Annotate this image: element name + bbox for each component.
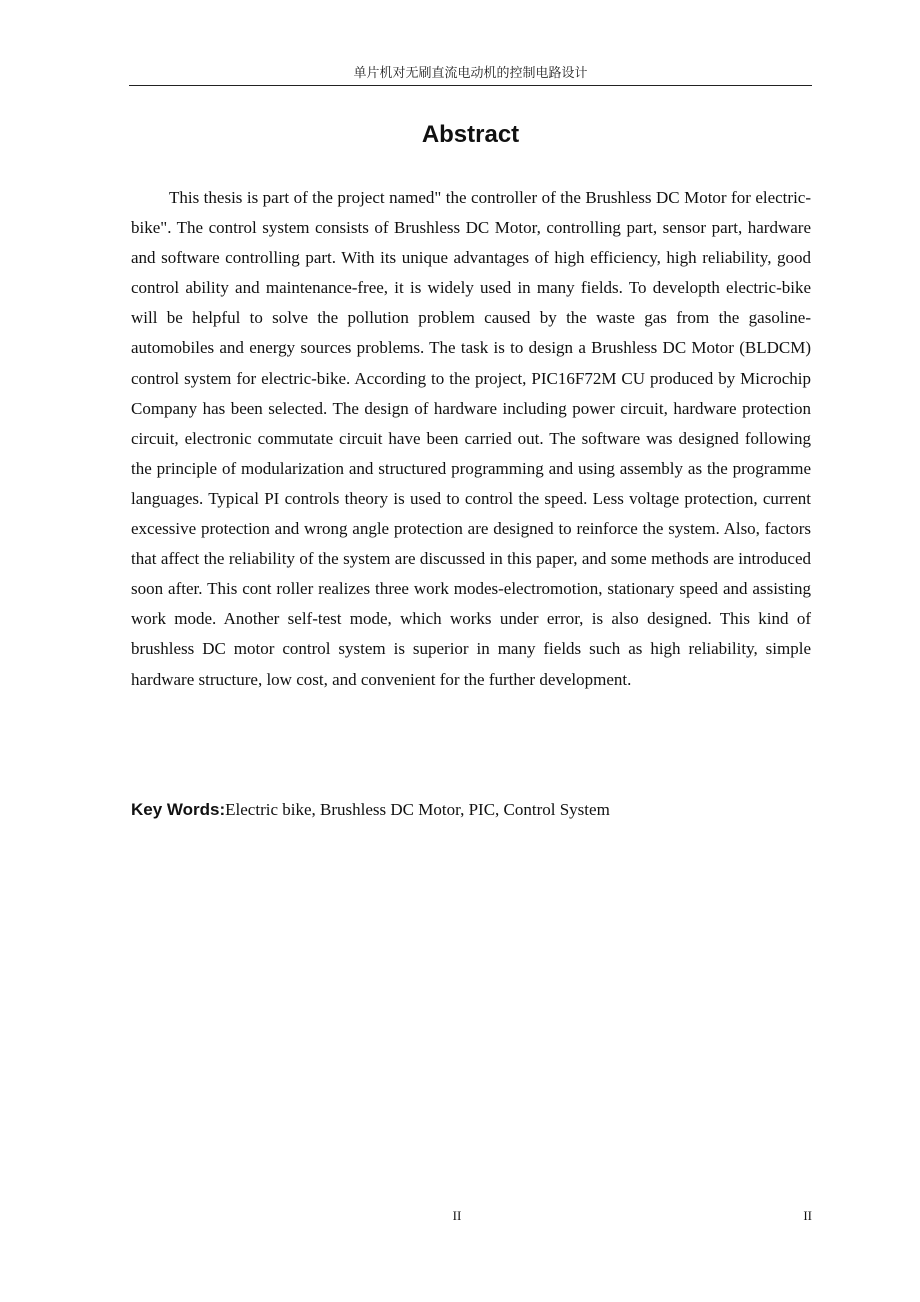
running-header: 单片机对无刷直流电动机的控制电路设计	[353, 66, 588, 81]
keywords-text: Electric bike, Brushless DC Motor, PIC, Control System	[225, 800, 610, 819]
page-number-right: II	[803, 1208, 812, 1223]
abstract-title: Abstract	[421, 121, 520, 148]
keywords-line	[131, 795, 811, 825]
abstract-body: This thesis is part of the project named" the controller of the Brushless DC Motor for electric-bike". The control system consists of Brushless DC Motor, controlling part, sensor part, hardware and software controlling part. With its unique advantages of high efficiency, high reliability, good control ability and maintenance-free, it is widely used in many fields. To developth electric-bike will be helpful to solve the pollution problem caused by the waste gas from the gasoline-automobiles and energy sources problems. The task is to design a Brushless DC Motor (BLDCM) control system for electric-bike. According to the project, PIC16F72M CU produced by Microchip Company has been selected. The design of hardware including power circuit, hardware protection circuit, electronic commutate circuit have been carried out. The software was designed following the principle of modularization and structured programming and using assembly as the programme languages. Typical PI controls theory is used to control the speed. Less voltage protection, current excessive protection and wrong angle protection are designed to reinforce the system. Also, factors that affect the reliability of the system are discussed in this paper, and some methods are introduced soon after. This cont roller realizes three work modes-electromotion, stationary speed and assisting work mode. Another self-test mode, which works under error, is also designed. This kind of brushless DC motor control system is superior in many fields such as high reliability, simple hardware structure, low cost, and convenient for the further development.	[131, 188, 811, 689]
keywords-label: Key Words:	[131, 800, 226, 819]
header-rule	[129, 85, 812, 86]
page-number-center: II	[452, 1208, 462, 1223]
